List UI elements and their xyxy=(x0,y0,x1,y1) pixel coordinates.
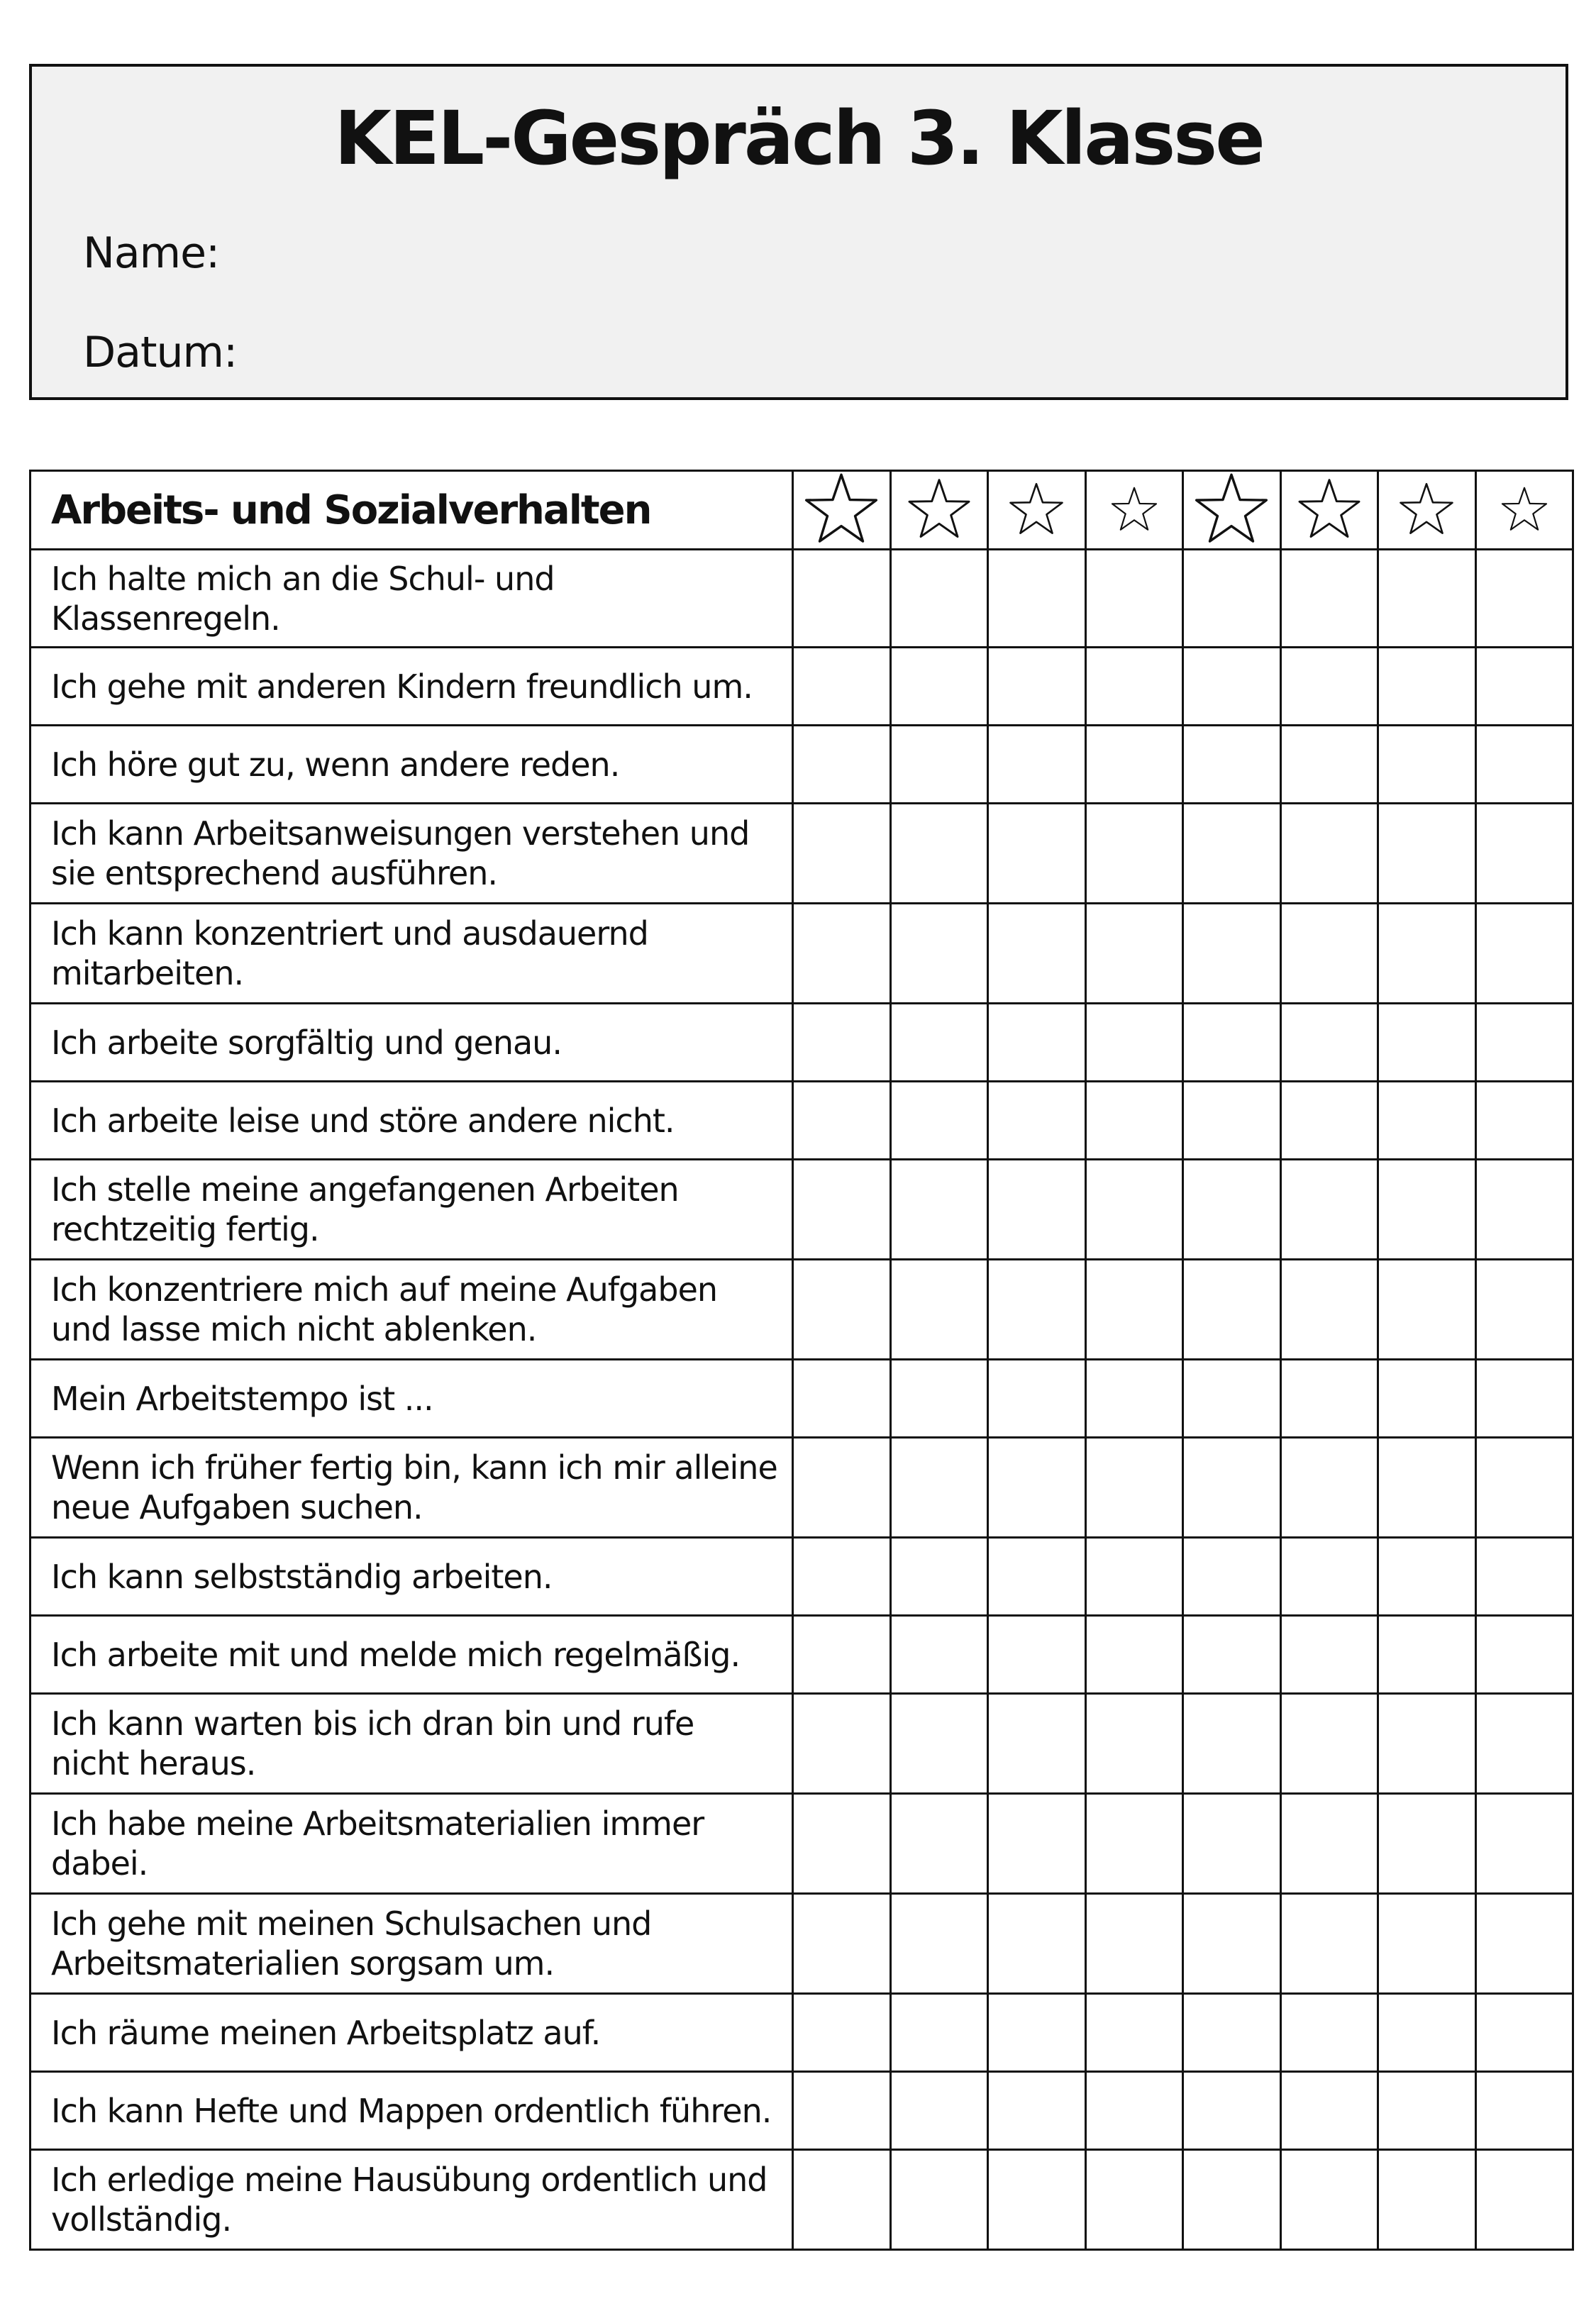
rating-box[interactable] xyxy=(1475,1004,1573,1082)
rating-box[interactable] xyxy=(1183,2072,1281,2150)
rating-box[interactable] xyxy=(1378,1360,1476,1438)
rating-box[interactable] xyxy=(1183,550,1281,648)
rating-box[interactable] xyxy=(988,1538,1086,1616)
rating-box[interactable] xyxy=(988,804,1086,904)
rating-box[interactable] xyxy=(793,1004,891,1082)
star-header-2 xyxy=(890,471,988,550)
rating-box[interactable] xyxy=(793,2150,891,2250)
rating-box[interactable] xyxy=(793,648,891,726)
rating-box[interactable] xyxy=(890,1994,988,2072)
rating-box[interactable] xyxy=(890,648,988,726)
name-label: Name: xyxy=(83,228,220,278)
rating-box[interactable] xyxy=(890,1894,988,1994)
table-row xyxy=(31,648,1573,726)
rating-box[interactable] xyxy=(890,726,988,804)
rating-box[interactable] xyxy=(1280,726,1378,804)
star-icon xyxy=(1110,486,1158,534)
rating-box[interactable] xyxy=(988,1360,1086,1438)
rating-box[interactable] xyxy=(1183,904,1281,1004)
rating-box[interactable] xyxy=(1085,1360,1183,1438)
table-header-row xyxy=(31,471,1573,550)
rating-box[interactable] xyxy=(1183,1260,1281,1360)
rating-box[interactable] xyxy=(1085,648,1183,726)
star-icon xyxy=(907,477,972,543)
rating-box[interactable] xyxy=(793,1160,891,1260)
rating-box[interactable] xyxy=(1280,2072,1378,2150)
rating-box[interactable] xyxy=(1475,1794,1573,1894)
table-row xyxy=(31,1438,1573,1538)
rating-box[interactable] xyxy=(1475,1894,1573,1994)
rating-box[interactable] xyxy=(1183,1694,1281,1794)
rating-box[interactable] xyxy=(1475,1360,1573,1438)
rating-box[interactable] xyxy=(1280,1994,1378,2072)
rating-box[interactable] xyxy=(1475,1994,1573,2072)
rating-box[interactable] xyxy=(1183,1538,1281,1616)
rating-box[interactable] xyxy=(1378,550,1476,648)
star-icon xyxy=(803,472,880,548)
rating-box[interactable] xyxy=(890,1004,988,1082)
rating-box[interactable] xyxy=(1183,648,1281,726)
rating-box[interactable] xyxy=(1378,726,1476,804)
rating-box[interactable] xyxy=(988,2072,1086,2150)
table-row xyxy=(31,726,1573,804)
statement-text: Ich stelle meine angefangenen Arbeiten rechtzeitig fertig. xyxy=(31,1160,793,1260)
rating-box[interactable] xyxy=(793,726,891,804)
rating-box[interactable] xyxy=(1280,1360,1378,1438)
rating-box[interactable] xyxy=(1183,804,1281,904)
rating-box[interactable] xyxy=(988,1160,1086,1260)
rating-box[interactable] xyxy=(1085,1616,1183,1694)
rating-box[interactable] xyxy=(890,1160,988,1260)
rating-box[interactable] xyxy=(1475,2072,1573,2150)
rating-box[interactable] xyxy=(793,1794,891,1894)
rating-box[interactable] xyxy=(988,1694,1086,1794)
rating-box[interactable] xyxy=(1183,1082,1281,1160)
rating-box[interactable] xyxy=(1183,1616,1281,1694)
star-header-8 xyxy=(1475,471,1573,550)
rating-box[interactable] xyxy=(1085,2072,1183,2150)
rating-box[interactable] xyxy=(988,726,1086,804)
rating-box[interactable] xyxy=(1085,1082,1183,1160)
section-heading: Arbeits- und Sozialverhalten xyxy=(31,471,793,550)
statement-text: Ich erledige meine Hausübung ordentlich und vollständig. xyxy=(31,2150,793,2250)
rating-box[interactable] xyxy=(793,1360,891,1438)
rating-box[interactable] xyxy=(1475,904,1573,1004)
rating-box[interactable] xyxy=(1280,2150,1378,2250)
page-title: KEL-Gespräch 3. Klasse xyxy=(334,95,1263,182)
rating-box[interactable] xyxy=(1378,2150,1476,2250)
rating-box[interactable] xyxy=(1280,1082,1378,1160)
rating-box[interactable] xyxy=(1378,1694,1476,1794)
rating-box[interactable] xyxy=(1378,1794,1476,1894)
rating-box[interactable] xyxy=(988,904,1086,1004)
table-row xyxy=(31,1994,1573,2072)
statement-text: Ich höre gut zu, wenn andere reden. xyxy=(31,726,793,804)
rating-box[interactable] xyxy=(1378,1260,1476,1360)
rating-box[interactable] xyxy=(988,1082,1086,1160)
statement-text: Ich halte mich an die Schul- und Klassenregeln. xyxy=(31,550,793,648)
rating-box[interactable] xyxy=(988,1004,1086,1082)
rating-box[interactable] xyxy=(1475,726,1573,804)
rating-box[interactable] xyxy=(1280,648,1378,726)
rating-box[interactable] xyxy=(1280,1160,1378,1260)
date-label: Datum: xyxy=(83,328,238,377)
rating-box[interactable] xyxy=(1475,1260,1573,1360)
star-header-5 xyxy=(1183,471,1281,550)
rating-box[interactable] xyxy=(1085,1538,1183,1616)
statement-text: Ich kann Hefte und Mappen ordentlich führen. xyxy=(31,2072,793,2150)
rating-box[interactable] xyxy=(1183,1438,1281,1538)
rating-box[interactable] xyxy=(890,1082,988,1160)
rating-box[interactable] xyxy=(1085,804,1183,904)
rating-box[interactable] xyxy=(793,1260,891,1360)
rating-box[interactable] xyxy=(890,904,988,1004)
rating-box[interactable] xyxy=(1378,1538,1476,1616)
rating-box[interactable] xyxy=(988,648,1086,726)
star-icon xyxy=(1193,472,1270,548)
rating-box[interactable] xyxy=(793,1694,891,1794)
rating-box[interactable] xyxy=(1475,1082,1573,1160)
rating-box[interactable] xyxy=(1475,1694,1573,1794)
rating-box[interactable] xyxy=(1280,1616,1378,1694)
rating-box[interactable] xyxy=(1085,1694,1183,1794)
rating-box[interactable] xyxy=(1183,2150,1281,2250)
statement-text: Ich räume meinen Arbeitsplatz auf. xyxy=(31,1994,793,2072)
rating-box[interactable] xyxy=(890,1616,988,1694)
rating-box[interactable] xyxy=(1378,1082,1476,1160)
rating-box[interactable] xyxy=(1378,1616,1476,1694)
star-icon xyxy=(1297,477,1362,543)
rating-box[interactable] xyxy=(890,1360,988,1438)
table-row xyxy=(31,1616,1573,1694)
rating-box[interactable] xyxy=(890,1694,988,1794)
rating-box[interactable] xyxy=(1378,804,1476,904)
rating-box[interactable] xyxy=(1475,1438,1573,1538)
table-row xyxy=(31,2072,1573,2150)
table-row xyxy=(31,904,1573,1004)
rating-box[interactable] xyxy=(1280,1894,1378,1994)
statement-text: Wenn ich früher fertig bin, kann ich mir alleine neue Aufgaben suchen. xyxy=(31,1438,793,1538)
rating-box[interactable] xyxy=(1183,1360,1281,1438)
rating-box[interactable] xyxy=(1475,1538,1573,1616)
rating-box[interactable] xyxy=(1085,1260,1183,1360)
rating-box[interactable] xyxy=(1280,1260,1378,1360)
table-row xyxy=(31,1894,1573,1994)
star-header-3 xyxy=(988,471,1086,550)
table-row xyxy=(31,1694,1573,1794)
rating-box[interactable] xyxy=(1280,550,1378,648)
rating-box[interactable] xyxy=(1280,1694,1378,1794)
statement-text: Ich arbeite sorgfältig und genau. xyxy=(31,1004,793,1082)
statement-text: Ich arbeite mit und melde mich regelmäßig. xyxy=(31,1616,793,1694)
rating-box[interactable] xyxy=(890,1538,988,1616)
star-header-1 xyxy=(793,471,891,550)
rating-box[interactable] xyxy=(793,1894,891,1994)
statement-text: Ich kann selbstständig arbeiten. xyxy=(31,1538,793,1616)
rating-box[interactable] xyxy=(1183,1794,1281,1894)
table-row xyxy=(31,1360,1573,1438)
statement-text: Ich kann Arbeitsanweisungen verstehen und sie entsprechend ausführen. xyxy=(31,804,793,904)
rating-box[interactable] xyxy=(890,804,988,904)
rating-box[interactable] xyxy=(1475,1160,1573,1260)
star-header-7 xyxy=(1378,471,1476,550)
rating-box[interactable] xyxy=(793,1438,891,1538)
statement-text: Mein Arbeitstempo ist ... xyxy=(31,1360,793,1438)
rating-box[interactable] xyxy=(793,1538,891,1616)
rating-box[interactable] xyxy=(890,550,988,648)
rating-box[interactable] xyxy=(890,2150,988,2250)
table-row xyxy=(31,1004,1573,1082)
rating-box[interactable] xyxy=(1475,550,1573,648)
rating-box[interactable] xyxy=(1183,1160,1281,1260)
rating-box[interactable] xyxy=(1183,726,1281,804)
rating-box[interactable] xyxy=(988,1994,1086,2072)
rating-box[interactable] xyxy=(1085,1438,1183,1538)
rating-box[interactable] xyxy=(793,1994,891,2072)
rating-box[interactable] xyxy=(1378,1160,1476,1260)
rating-box[interactable] xyxy=(1378,1438,1476,1538)
rating-box[interactable] xyxy=(890,1794,988,1894)
rating-box[interactable] xyxy=(1280,1004,1378,1082)
star-icon xyxy=(1008,482,1065,538)
header-box xyxy=(29,64,1568,400)
rating-box[interactable] xyxy=(1280,904,1378,1004)
rating-box[interactable] xyxy=(793,1616,891,1694)
rating-box[interactable] xyxy=(890,1438,988,1538)
statement-text: Ich konzentriere mich auf meine Aufgaben und lasse mich nicht ablenken. xyxy=(31,1260,793,1360)
rating-box[interactable] xyxy=(890,1260,988,1360)
rating-box[interactable] xyxy=(1085,1794,1183,1894)
rating-box[interactable] xyxy=(1378,904,1476,1004)
rating-box[interactable] xyxy=(988,1794,1086,1894)
rating-box[interactable] xyxy=(988,2150,1086,2250)
rating-box[interactable] xyxy=(793,1082,891,1160)
table-row xyxy=(31,550,1573,648)
rating-box[interactable] xyxy=(988,1260,1086,1360)
rating-box[interactable] xyxy=(1378,2072,1476,2150)
rating-box[interactable] xyxy=(1183,1994,1281,2072)
rating-box[interactable] xyxy=(1085,2150,1183,2250)
rating-box[interactable] xyxy=(793,2072,891,2150)
rating-box[interactable] xyxy=(1085,1160,1183,1260)
table-row xyxy=(31,1160,1573,1260)
table-row xyxy=(31,1794,1573,1894)
rating-box[interactable] xyxy=(1085,726,1183,804)
rating-box[interactable] xyxy=(1085,904,1183,1004)
table-row xyxy=(31,1260,1573,1360)
rating-box[interactable] xyxy=(793,804,891,904)
rating-box[interactable] xyxy=(1475,2150,1573,2250)
star-icon xyxy=(1398,482,1455,538)
rating-box[interactable] xyxy=(890,2072,988,2150)
statement-text: Ich arbeite leise und störe andere nicht. xyxy=(31,1082,793,1160)
star-icon xyxy=(1500,486,1548,534)
rating-box[interactable] xyxy=(988,550,1086,648)
statement-text: Ich kann warten bis ich dran bin und rufe nicht heraus. xyxy=(31,1694,793,1794)
star-header-4 xyxy=(1085,471,1183,550)
statement-text: Ich kann konzentriert und ausdauernd mitarbeiten. xyxy=(31,904,793,1004)
rating-box[interactable] xyxy=(1085,1994,1183,2072)
rating-box[interactable] xyxy=(1475,804,1573,904)
star-header-6 xyxy=(1280,471,1378,550)
rating-box[interactable] xyxy=(793,904,891,1004)
rating-box[interactable] xyxy=(793,550,891,648)
statement-text: Ich habe meine Arbeitsmaterialien immer dabei. xyxy=(31,1794,793,1894)
rating-table xyxy=(29,470,1574,2251)
rating-box[interactable] xyxy=(1085,550,1183,648)
rating-box[interactable] xyxy=(1280,804,1378,904)
rating-box[interactable] xyxy=(1085,1004,1183,1082)
rating-box[interactable] xyxy=(1378,1004,1476,1082)
rating-box[interactable] xyxy=(1183,1894,1281,1994)
rating-box[interactable] xyxy=(1378,1994,1476,2072)
rating-box[interactable] xyxy=(1085,1894,1183,1994)
rating-box[interactable] xyxy=(1280,1438,1378,1538)
rating-box[interactable] xyxy=(988,1616,1086,1694)
table-row xyxy=(31,804,1573,904)
rating-box[interactable] xyxy=(988,1438,1086,1538)
table-row xyxy=(31,2150,1573,2250)
table-row xyxy=(31,1082,1573,1160)
table-row xyxy=(31,1538,1573,1616)
rating-box[interactable] xyxy=(1475,1616,1573,1694)
rating-box[interactable] xyxy=(1280,1794,1378,1894)
rating-box[interactable] xyxy=(1378,1894,1476,1994)
rating-box[interactable] xyxy=(1280,1538,1378,1616)
rating-box[interactable] xyxy=(988,1894,1086,1994)
statement-text: Ich gehe mit meinen Schulsachen und Arbeitsmaterialien sorgsam um. xyxy=(31,1894,793,1994)
rating-box[interactable] xyxy=(1475,648,1573,726)
rating-box[interactable] xyxy=(1378,648,1476,726)
rating-box[interactable] xyxy=(1183,1004,1281,1082)
statement-text: Ich gehe mit anderen Kindern freundlich um. xyxy=(31,648,793,726)
